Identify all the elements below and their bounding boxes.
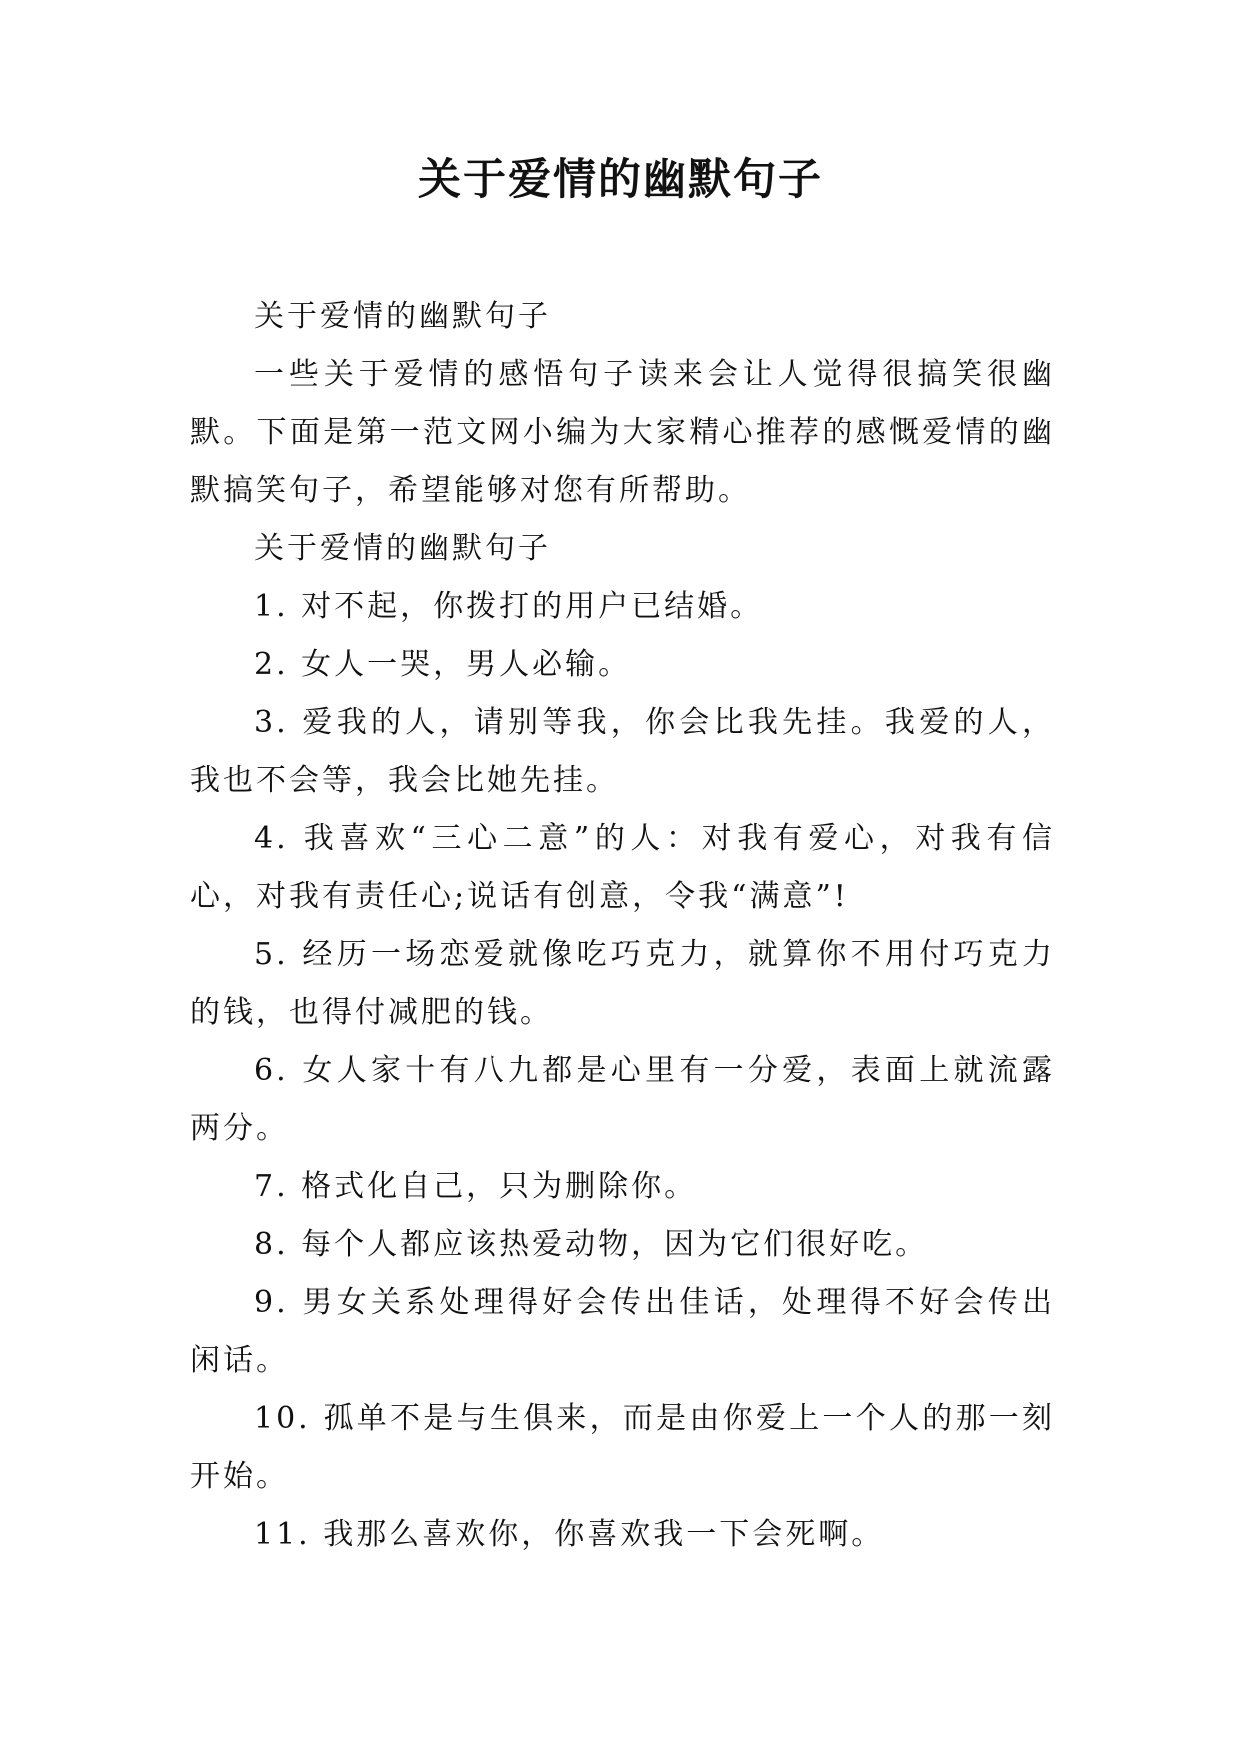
- document-title: 关于爱情的幽默句子: [418, 155, 823, 205]
- list-item: 11. 我那么喜欢你，你喜欢我一下会死啊。: [254, 1517, 885, 1552]
- document-body: [190, 288, 1055, 1564]
- list-item: 3. 爱我的人，请别等我，你会比我先挂。我爱的人，我也不会等，我会比她先挂。: [190, 705, 1055, 798]
- list-item: 7. 格式化自己，只为删除你。: [254, 1169, 698, 1204]
- list-item: 1. 对不起，你拨打的用户已结婚。: [254, 589, 764, 624]
- list-item: 2. 女人一哭，男人必输。: [254, 647, 632, 682]
- paragraph-intro: 一些关于爱情的感悟句子读来会让人觉得很搞笑很幽默。下面是第一范文网小编为大家精心推荐的感慨爱情的幽默搞笑句子，希望能够对您有所帮助。: [190, 357, 1055, 508]
- paragraph-subtitle: 关于爱情的幽默句子: [254, 299, 551, 334]
- paragraph-section-heading: 关于爱情的幽默句子: [254, 531, 551, 566]
- list-item: 8. 每个人都应该热爱动物，因为它们很好吃。: [254, 1227, 929, 1262]
- list-item: 9. 男女关系处理得好会传出佳话，处理得不好会传出闲话。: [190, 1285, 1055, 1378]
- list-item: 5. 经历一场恋爱就像吃巧克力，就算你不用付巧克力的钱，也得付减肥的钱。: [190, 937, 1055, 1030]
- list-item: 4. 我喜欢“三心二意”的人：对我有爱心，对我有信心，对我有责任心;说话有创意，令我“满意”!: [190, 821, 1055, 914]
- list-item: 10. 孤单不是与生俱来，而是由你爱上一个人的那一刻开始。: [190, 1401, 1055, 1494]
- list-item: 6. 女人家十有八九都是心里有一分爱，表面上就流露两分。: [190, 1053, 1055, 1146]
